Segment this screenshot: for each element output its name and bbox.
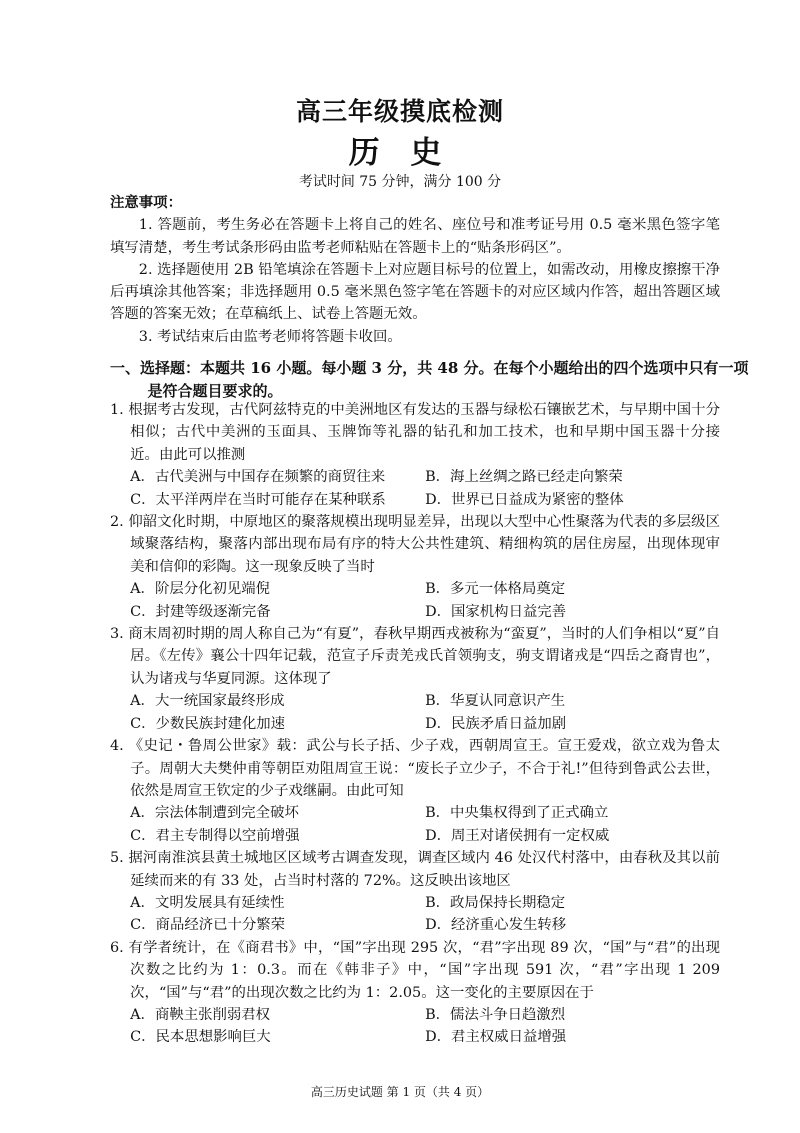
option-c: C．太平洋两岸在当时可能存在某种联系 (130, 491, 386, 508)
option-d: D．经济重心发生转移 (425, 917, 567, 934)
question-2 (110, 511, 720, 623)
notice-item: 3. 考试结束后由监考老师将答题卡收回。 (138, 328, 402, 345)
question-options (110, 690, 720, 735)
option-row (130, 713, 720, 735)
option-b: B．华夏认同意识产生 (425, 693, 566, 710)
option-b: B．中央集权得到了正式确立 (425, 805, 609, 822)
subject-title: 历 史 (348, 135, 452, 171)
question-4 (110, 735, 720, 847)
option-a: A．商鞅主张削弱君权 (130, 1006, 271, 1023)
option-a: A．阶层分化初见端倪 (130, 581, 271, 598)
option-row (130, 489, 720, 511)
option-d: D．国家机构日益完善 (425, 603, 567, 620)
question-stem: 2. 仰韶文化时期，中原地区的聚落规模出现明显差异，出现以大型中心性聚落为代表的多层级区域聚落结构，聚落内部出现布局有序的特大公共性建筑、精细构筑的居住房屋，出现体现审美和信仰的彩陶。这一现象反映了当时 (110, 514, 720, 575)
question-options (110, 892, 720, 937)
option-row (130, 601, 720, 623)
question-stem: 6. 有学者统计，在《商君书》中，“国”字出现 295 次，“君”字出现 89 次，“国”与“君”的出现次数之比约为 1：0.3。而在《韩非子》中，“国”字出现 591 次，“君”字出现 1 209 次，“国”与“君”的出现次数之比约为 1：2.05。这一变化的主要原因在于 (110, 939, 720, 1001)
question-3 (110, 623, 720, 735)
option-b: B．海上丝绸之路已经走向繁荣 (425, 469, 623, 486)
section-header: 一、选择题：本题共 16 小题。每小题 3 分，共 48 分。在每个小题给出的四个选项中只有一项是符合题目要求的。 (110, 359, 749, 400)
question-stem: 1. 根据考古发现，古代阿兹特克的中美洲地区有发达的玉器与绿松石镶嵌艺术，与早期中国十分相似；古代中美洲的玉面具、玉牌饰等礼器的钻孔和加工技术，也和早期中国玉器十分接近。由此可以推测 (110, 402, 720, 463)
option-c: C．商品经济已十分繁荣 (130, 917, 286, 934)
option-d: D．周王对诸侯拥有一定权威 (425, 827, 610, 844)
question-stem: 5. 据河南淮滨县黄土城地区区域考古调查发现，调查区域内 46 处汉代村落中，由春秋及其以前延续而来的有 33 处，占当时村落的 72%。这反映出该地区 (110, 850, 720, 889)
option-a: A．文明发展具有延续性 (130, 894, 285, 911)
option-row (130, 578, 720, 600)
option-b: B．儒法斗争日趋激烈 (425, 1006, 566, 1023)
question-options (110, 1004, 720, 1049)
option-row (130, 1026, 720, 1048)
option-row (130, 892, 720, 914)
question-stem: 3. 商末周初时期的周人称自己为“有夏”，春秋早期西戎被称为“蛮夏”，当时的人们争相以“夏”自居。《左传》襄公十四年记载，范宣子斥责羌戎氏首领驹支，驹支谓诸戎是“四岳之裔胄也”，认为诸戎与华夏同源。这体现了 (110, 626, 720, 687)
option-d: D．世界已日益成为紧密的整体 (425, 491, 624, 508)
option-d: D．君主权威日益增强 (425, 1029, 567, 1046)
question-options (110, 578, 720, 623)
question-options (110, 466, 720, 511)
option-row (130, 466, 720, 488)
option-row (130, 690, 720, 712)
question-list (110, 399, 720, 1049)
option-b: B．政局保持长期稳定 (425, 894, 566, 911)
notice-block (110, 192, 720, 348)
question-1 (110, 399, 720, 511)
option-c: C．民本思想影响巨大 (130, 1029, 271, 1046)
option-b: B．多元一体格局奠定 (425, 581, 566, 598)
question-5 (110, 847, 720, 937)
page-footer: 高三历史试题 第 1 页（共 4 页） (310, 1085, 490, 1099)
exam-title: 高三年级摸底检测 (295, 97, 504, 126)
option-row (130, 914, 720, 936)
option-d: D．民族矛盾日益加剧 (425, 715, 567, 732)
option-c: C．封建等级逐渐完备 (130, 603, 271, 620)
option-a: A．大一统国家最终形成 (130, 693, 285, 710)
question-6 (110, 937, 720, 1049)
option-a: A．古代美洲与中国存在频繁的商贸往来 (130, 469, 386, 486)
exam-info: 考试时间 75 分钟，满分 100 分 (298, 174, 502, 190)
question-stem: 4. 《史记・鲁周公世家》载：武公与长子括、少子戏，西朝周宣王。宣王爱戏，欲立戏为鲁太子。周朝大夫樊仲甫等朝臣劝阻周宣王说：“废长子立少子，不合于礼!”但待到鲁武公去世，依然是周宣王钦定的少子戏继嗣。由此可知 (110, 738, 720, 799)
option-c: C．君主专制得以空前增强 (130, 827, 300, 844)
notice-item: 2. 选择题使用 2B 铅笔填涂在答题卡上对应题目标号的位置上，如需改动，用橡皮擦擦干净后再填涂其他答案；非选择题用 0.5 毫米黑色签字笔在答题卡的对应区域内作答，超出答题区域答题的答案无效；在草稿纸上、试卷上答题无效。 (110, 261, 720, 323)
notice-title: 注意事项： (110, 194, 182, 211)
option-a: A．宗法体制遭到完全破坏 (130, 805, 299, 822)
option-row (130, 825, 720, 847)
notice-item: 1. 答题前，考生务必在答题卡上将自己的姓名、座位号和准考证号用 0.5 毫米黑色签字笔填写清楚，考生考试条形码由监考老师粘贴在答题卡上的“贴条形码区”。 (110, 217, 720, 256)
option-row (130, 1004, 720, 1026)
option-row (130, 802, 720, 824)
question-options (110, 802, 720, 847)
option-c: C．少数民族封建化加速 (130, 715, 286, 732)
